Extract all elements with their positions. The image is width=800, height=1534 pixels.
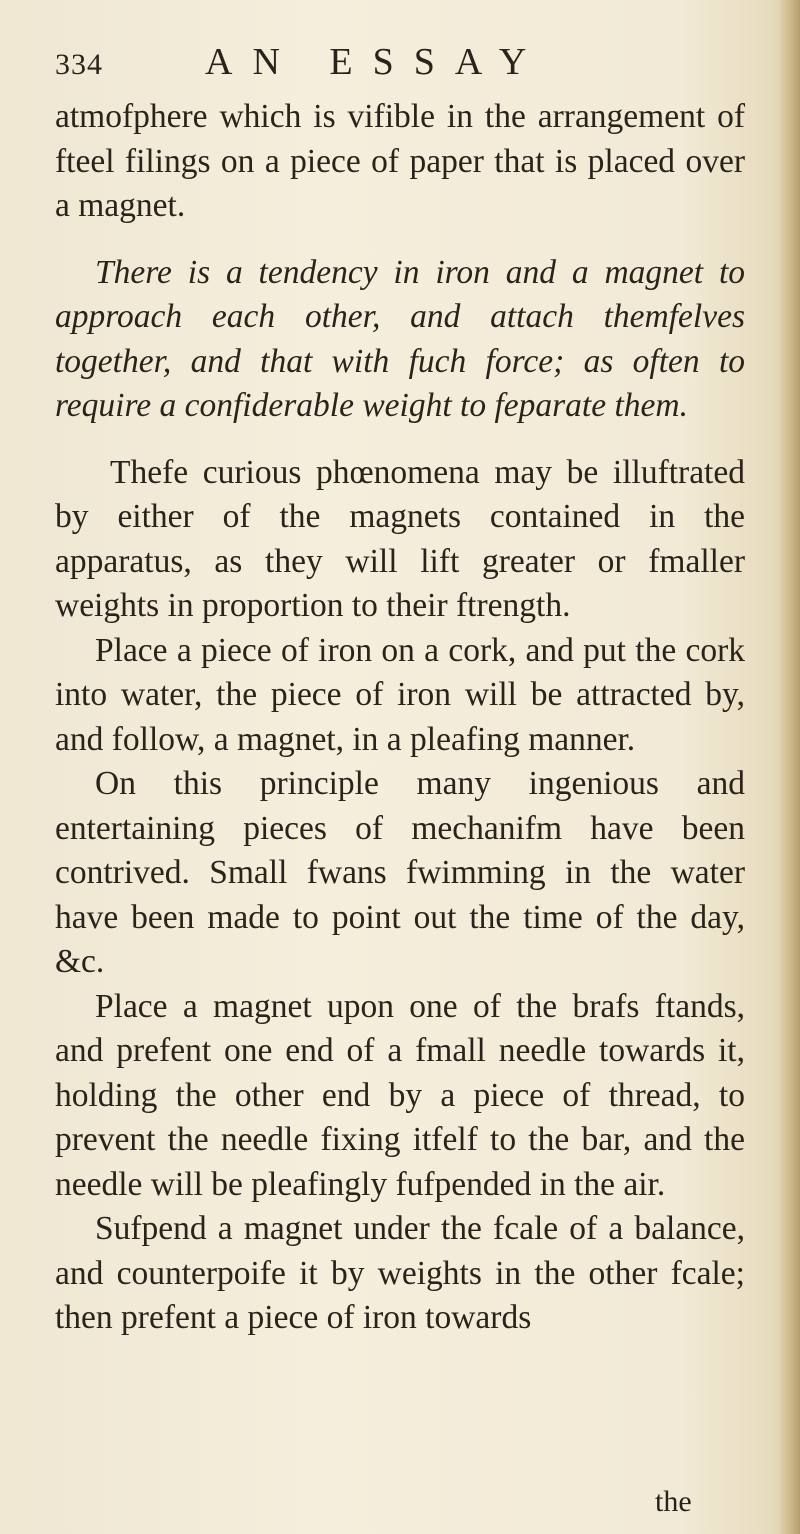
paragraph-phenomena: Thefe curious phœnomena may be illuftrated by either of the magnets contained in the apparatus, as they will lift greater or fmaller weights in proportion to their ftrength. bbox=[55, 453, 745, 624]
paragraph-needle: Place a magnet upon one of the brafs ftands, and prefent one end of a fmall needle towards it, holding the other end by a piece of thread, to prevent the needle fixing itfelf to the bar, and the needle will be pleafingly fufpended in the air. bbox=[55, 987, 745, 1203]
page-header bbox=[55, 40, 735, 90]
paragraph-mechanism: On this principle many ingenious and entertaining pieces of mechanifm have been contrived. Small fwans fwimming in the water have been made to point out the time of the day, &c. bbox=[55, 765, 745, 980]
paragraph-italic-tendency: There is a tendency in iron and a magnet to approach each other, and attach themfelves together, and that with fuch force; as often to require a confiderable weight to feparate them. bbox=[55, 253, 745, 424]
page-number: 334 bbox=[55, 48, 103, 81]
paragraph-balance: Sufpend a magnet under the fcale of a balance, and counterpoife it by weights in the other fcale; then prefent a piece of iron towards bbox=[55, 1210, 745, 1336]
paragraph-cork: Place a piece of iron on a cork, and put the cork into water, the piece of iron will be attracted by, and follow, a magnet, in a pleafing manner. bbox=[55, 631, 745, 758]
body-text bbox=[55, 95, 745, 1341]
running-title: AN ESSAY bbox=[205, 41, 547, 83]
catchword: the bbox=[655, 1485, 692, 1518]
page-edge-shadow bbox=[778, 0, 800, 1534]
paragraph-atmosphere: atmofphere which is vifible in the arrangement of fteel filings on a piece of paper that is placed over a magnet. bbox=[55, 98, 745, 224]
